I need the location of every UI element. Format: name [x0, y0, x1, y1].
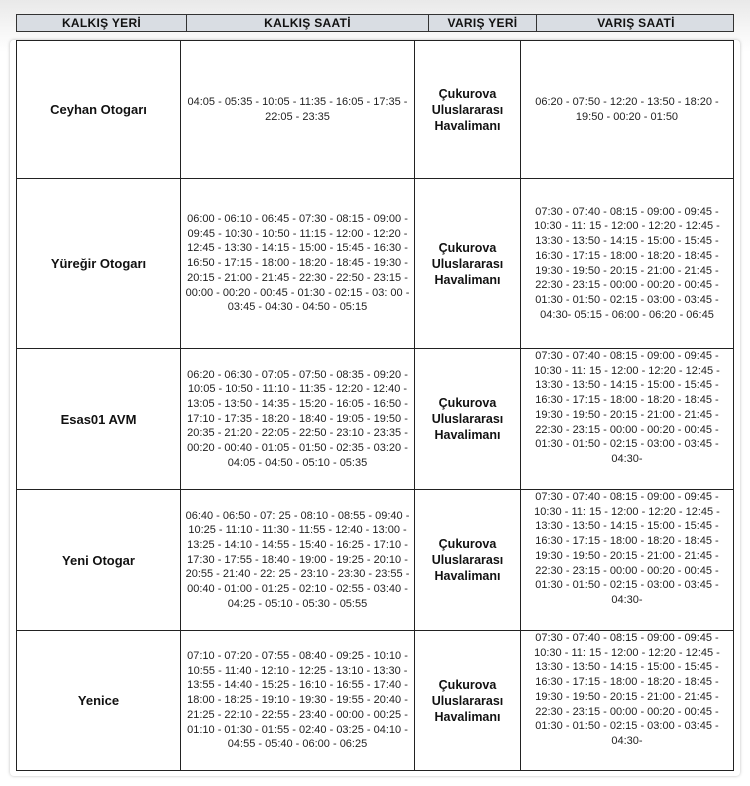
origin-cell: Yüreğir Otogarı	[17, 179, 181, 348]
departure-times-cell: 06:40 - 06:50 - 07: 25 - 08:10 - 08:55 - 09:40 - 10:25 - 11:10 - 11:30 - 11:55 - 12:40 - 13:00 - 13:25 - 14:10 - 14:55 - 15:40 - 16:25 - 17:10 - 17:30 - 17:55 - 18:40 - 19:00 - 19:25 - 20:10 - 20:55 - 21:40 - 22: 25 - 23:10 - 23:30 - 23:55 - 00:40 - 01:00 - 01:25 - 02:10 - 02:55 - 03:40 - 04:25 - 05:10 - 05:30 - 05:55	[181, 490, 415, 630]
header-departure-time: KALKIŞ SAATİ	[187, 15, 429, 31]
origin-cell: Ceyhan Otogarı	[17, 41, 181, 178]
arrival-times-cell: 07:30 - 07:40 - 08:15 - 09:00 - 09:45 - 10:30 - 11: 15 - 12:00 - 12:20 - 12:45 - 13:30 - 13:50 - 14:15 - 15:00 - 15:45 - 16:30 - 17:15 - 18:00 - 18:20 - 18:45 - 19:30 - 19:50 - 20:15 - 21:00 - 21:45 - 22:30 - 23:15 - 00:00 - 00:20 - 00:45 - 01:30 - 01:50 - 02:15 - 03:00 - 03:45 - 04:30-	[534, 632, 720, 747]
table-row	[17, 179, 733, 349]
header-arrival-time: VARIŞ SAATİ	[597, 16, 675, 30]
table-row	[17, 349, 733, 490]
table-row	[17, 40, 733, 179]
table-row	[17, 490, 733, 631]
table-row	[17, 631, 733, 771]
schedule-table	[16, 40, 734, 771]
destination-cell: Çukurova Uluslararası Havalimanı	[415, 179, 521, 348]
header-arrival-place: VARIŞ YERİ	[429, 15, 537, 31]
departure-times-cell: 06:20 - 06:30 - 07:05 - 07:50 - 08:35 - 09:20 - 10:05 - 10:50 - 11:10 - 11:35 - 12:20 - 12:40 - 13:05 - 13:50 - 14:35 - 15:20 - 16:05 - 16:50 - 17:10 - 17:35 - 18:20 - 18:40 - 19:05 - 19:50 - 20:35 - 21:20 - 22:05 - 22:50 - 23:10 - 23:35 - 00:20 - 00:40 - 01:05 - 01:50 - 02:35 - 03:20 - 04:05 - 04:50 - 05:10 - 05:35	[181, 349, 415, 489]
origin-cell: Yeni Otogar	[17, 490, 181, 630]
departure-times-cell: 06:00 - 06:10 - 06:45 - 07:30 - 08:15 - 09:00 - 09:45 - 10:30 - 10:50 - 11:15 - 12:00 - 12:20 - 12:45 - 13:30 - 14:15 - 15:00 - 15:45 - 16:30 - 16:50 - 17:15 - 18:00 - 18:20 - 18:45 - 19:30 - 20:15 - 21:00 - 21:45 - 22:30 - 22:50 - 23:15 - 00:00 - 00:20 - 00:45 - 01:30 - 02:15 - 03: 00 - 03:45 - 04:30 - 04:50 - 05:15	[181, 179, 415, 348]
arrival-times-cell: 07:30 - 07:40 - 08:15 - 09:00 - 09:45 - 10:30 - 11: 15 - 12:00 - 12:20 - 12:45 - 13:30 - 13:50 - 14:15 - 15:00 - 15:45 - 16:30 - 17:15 - 18:00 - 18:20 - 18:45 - 19:30 - 19:50 - 20:15 - 21:00 - 21:45 - 22:30 - 23:15 - 00:00 - 00:20 - 00:45 - 01:30 - 01:50 - 02:15 - 03:00 - 03:45 - 04:30- 05:15 - 06:00 - 06:20 - 06:45	[534, 205, 720, 321]
origin-cell: Esas01 AVM	[17, 349, 181, 489]
table-header	[16, 14, 734, 32]
destination-cell: Çukurova Uluslararası Havalimanı	[415, 41, 521, 178]
destination-cell: Çukurova Uluslararası Havalimanı	[415, 349, 521, 489]
arrival-times-cell: 07:30 - 07:40 - 08:15 - 09:00 - 09:45 - 10:30 - 11: 15 - 12:00 - 12:20 - 12:45 - 13:30 - 13:50 - 14:15 - 15:00 - 15:45 - 16:30 - 17:15 - 18:00 - 18:20 - 18:45 - 19:30 - 19:50 - 20:15 - 21:00 - 21:45 - 22:30 - 23:15 - 00:00 - 00:20 - 00:45 - 01:30 - 01:50 - 02:15 - 03:00 - 03:45 - 04:30-	[534, 491, 720, 606]
arrival-times-cell: 07:30 - 07:40 - 08:15 - 09:00 - 09:45 - 10:30 - 11: 15 - 12:00 - 12:20 - 12:45 - 13:30 - 13:50 - 14:15 - 15:00 - 15:45 - 16:30 - 17:15 - 18:00 - 18:20 - 18:45 - 19:30 - 19:50 - 20:15 - 21:00 - 21:45 - 22:30 - 23:15 - 00:00 - 00:20 - 00:45 - 01:30 - 01:50 - 02:15 - 03:00 - 03:45 - 04:30-	[534, 350, 720, 465]
departure-times-cell: 04:05 - 05:35 - 10:05 - 11:35 - 16:05 - 17:35 - 22:05 - 23:35	[181, 41, 415, 178]
arrival-times-cell: 06:20 - 07:50 - 12:20 - 13:50 - 18:20 - 19:50 - 00:20 - 01:50	[535, 95, 719, 123]
destination-cell: Çukurova Uluslararası Havalimanı	[415, 631, 521, 770]
destination-cell: Çukurova Uluslararası Havalimanı	[415, 490, 521, 630]
departure-times-cell: 07:10 - 07:20 - 07:55 - 08:40 - 09:25 - 10:10 - 10:55 - 11:40 - 12:10 - 12:25 - 13:10 - 13:30 - 13:55 - 14:40 - 15:25 - 16:10 - 16:55 - 17:40 - 18:00 - 18:25 - 19:10 - 19:30 - 19:55 - 20:40 - 21:25 - 22:10 - 22:55 - 23:40 - 00:00 - 00:25 - 01:10 - 01:30 - 01:55 - 02:40 - 03:25 - 04:10 - 04:55 - 05:40 - 06:00 - 06:25	[181, 631, 415, 770]
origin-cell: Yenice	[17, 631, 181, 770]
header-departure-place: KALKIŞ YERİ	[17, 15, 187, 31]
